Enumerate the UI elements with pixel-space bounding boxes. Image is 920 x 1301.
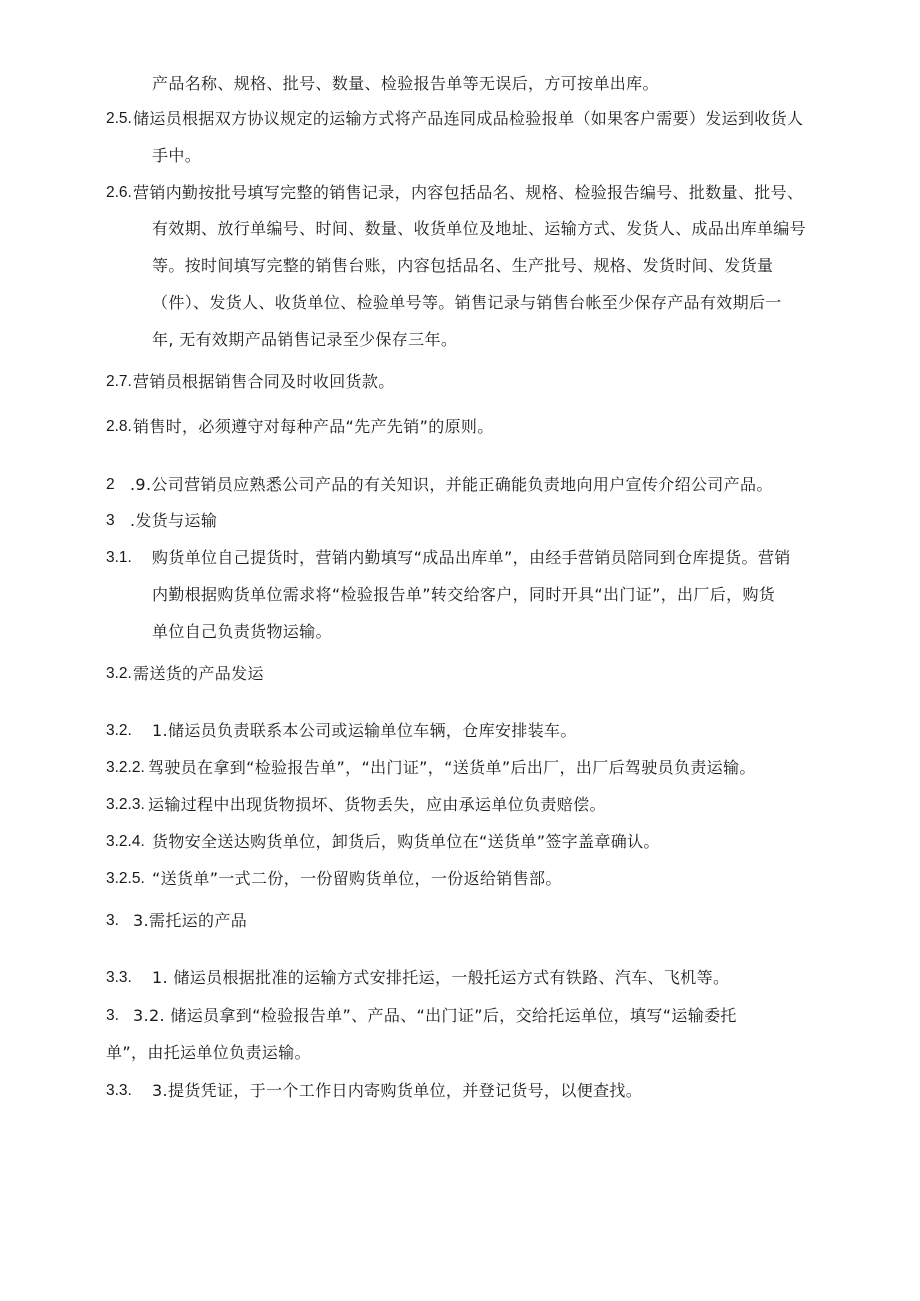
item-number: 3.2.2.: [106, 759, 145, 776]
line-text: “送货单”一式二份，一份留购货单位，一份返给销售部。: [152, 869, 562, 888]
item-number: 2.8.: [106, 418, 132, 435]
line-text: 储运员根据双方协议规定的运输方式将产品连同成品检验报单（如果客户需要）发运到收货人: [133, 109, 804, 128]
item-number: 3: [106, 512, 115, 529]
item-number: 3.1.: [106, 549, 132, 566]
item-number: 3.2.: [106, 665, 132, 682]
line-text: 单位自己负责货物运输。: [152, 622, 332, 641]
line-text: 驾驶员在拿到“检验报告单”，“出门证”，“送货单”后出厂，出厂后驾驶员负责运输。: [148, 758, 756, 777]
line-text: 3.需托运的产品: [133, 911, 248, 930]
line-text: 营销员根据销售合同及时收回货款。: [133, 372, 395, 391]
line-text: 3.提货凭证，于一个工作日内寄购货单位，并登记货号，以便查找。: [152, 1081, 643, 1100]
line-text: 内勤根据购货单位需求将“检验报告单”转交给客户，同时开具“出门证”，出厂后，购货: [152, 585, 776, 604]
line-text: .9.公司营销员应熟悉公司产品的有关知识，并能正确能负责地向用户宣传介绍公司产品。: [130, 475, 773, 494]
item-number: 3.2.: [106, 722, 132, 739]
item-number: 2: [106, 476, 115, 493]
item-number: 3.3.: [106, 1082, 132, 1099]
line-text: 年, 无有效期产品销售记录至少保存三年。: [152, 330, 458, 349]
item-number: 2.6.: [106, 184, 132, 201]
line-text: （件）、发货人、收货单位、检验单号等。销售记录与销售台帐至少保存产品有效期后一: [152, 293, 782, 312]
line-text: 产品名称、规格、批号、数量、检验报告单等无误后，方可按单出库。: [152, 74, 659, 93]
line-text: .发货与运输: [130, 511, 218, 530]
item-number: 3.: [106, 1007, 119, 1024]
line-text: 等。按时间填写完整的销售台账，内容包括品名、生产批号、规格、发货时间、发货量: [152, 256, 774, 275]
item-number: 3.2.5.: [106, 870, 145, 887]
line-text: 1.储运员负责联系本公司或运输单位车辆，仓库安排装车。: [152, 721, 577, 740]
line-text: 有效期、放行单编号、时间、数量、收货单位及地址、运输方式、发货人、成品出库单编号: [152, 219, 807, 238]
item-number: 3.2.4.: [106, 833, 145, 850]
line-text: 营销内勤按批号填写完整的销售记录，内容包括品名、规格、检验报告编号、批数量、批号、: [133, 183, 804, 202]
line-text: 货物安全送达购货单位，卸货后，购货单位在“送货单”签字盖章确认。: [152, 832, 660, 851]
line-text: 销售时，必须遵守对每种产品“先产先销”的原则。: [133, 417, 494, 436]
line-text: 1. 储运员根据批准的运输方式安排托运，一般托运方式有铁路、汽车、飞机等。: [152, 968, 730, 987]
item-number: 2.7.: [106, 373, 132, 390]
item-number: 2.5.: [106, 110, 132, 127]
line-text: 3.2. 储运员拿到“检验报告单”、产品、“出门证”后，交给托运单位，填写“运输委托: [133, 1006, 737, 1025]
line-text: 运输过程中出现货物损坏、货物丢失，应由承运单位负责赔偿。: [148, 795, 606, 814]
item-number: 3.: [106, 912, 119, 929]
item-number: 3.2.3.: [106, 796, 145, 813]
line-text: 手中。: [152, 146, 202, 165]
line-text: 购货单位自己提货时，营销内勤填写“成品出库单”，由经手营销员陪同到仓库提货。营销: [152, 548, 791, 567]
item-number: 3.3.: [106, 969, 132, 986]
line-text: 需送货的产品发运: [133, 664, 264, 683]
line-text: 单”，由托运单位负责运输。: [106, 1043, 311, 1062]
